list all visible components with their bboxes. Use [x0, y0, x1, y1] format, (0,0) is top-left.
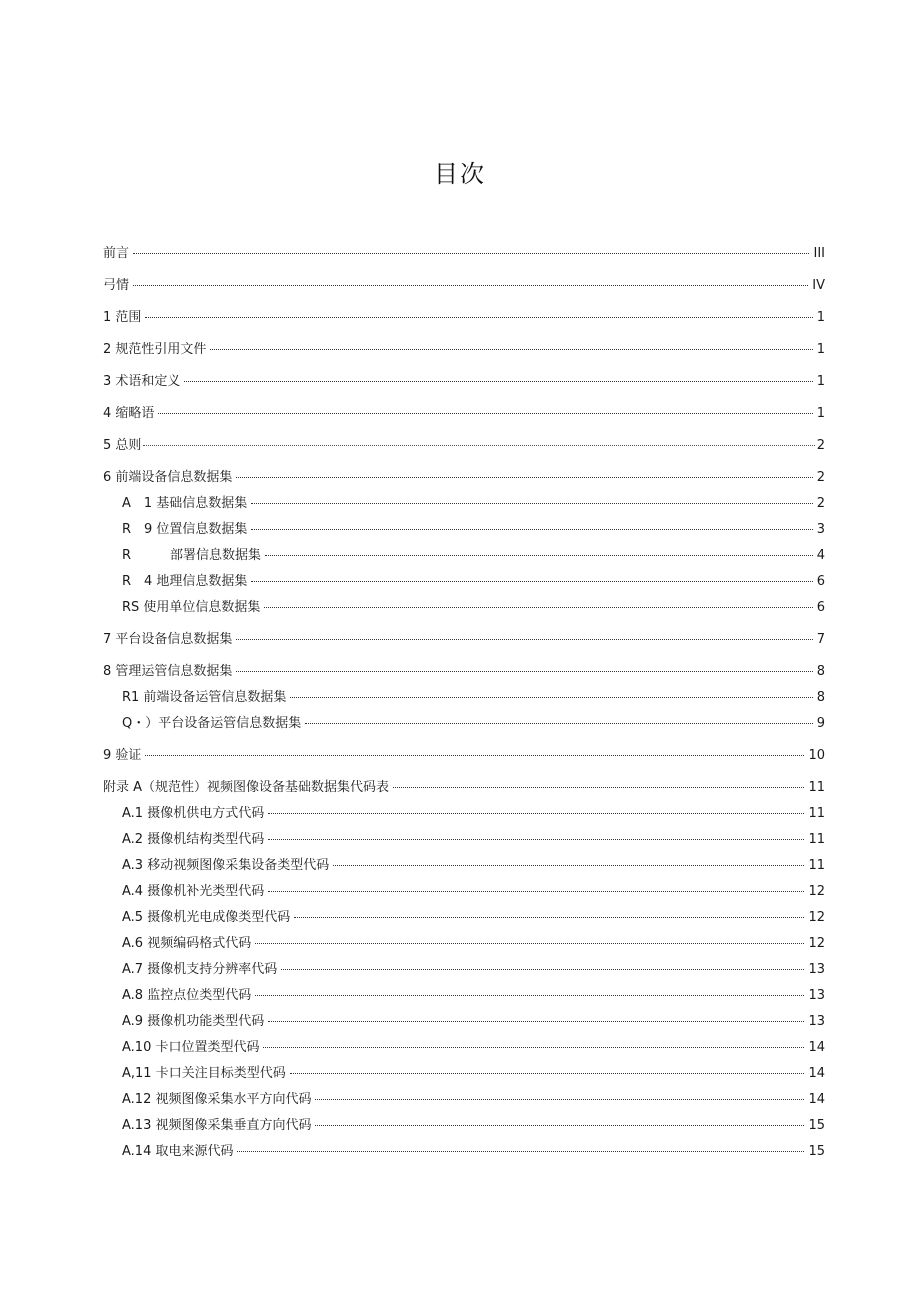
toc-leader-dots [264, 607, 812, 608]
toc-entry-page: 15 [808, 1118, 825, 1133]
toc-entry-page: 14 [808, 1040, 825, 1055]
toc-entry-label: A.14 取电来源代码 [122, 1144, 234, 1159]
toc-entry-page: 14 [808, 1092, 825, 1107]
toc-entry-page: 10 [808, 748, 825, 763]
toc-entry-label: A 1 基础信息数据集 [122, 496, 248, 511]
toc-entry-page: 11 [808, 858, 825, 873]
toc-entry-page: III [813, 246, 825, 261]
toc-leader-dots [255, 995, 804, 996]
toc-entry-deployment-info[interactable] [122, 547, 825, 565]
toc-entry-label: A.7 摄像机支持分辨率代码 [122, 962, 278, 977]
toc-entry-page: 12 [808, 884, 825, 899]
toc-entry-page: 4 [816, 548, 825, 563]
toc-entry-a3[interactable] [122, 857, 825, 875]
toc-entry-label: A.13 视频图像采集垂直方向代码 [122, 1118, 312, 1133]
toc-leader-dots [251, 503, 812, 504]
toc-entry-appendix-a[interactable] [103, 779, 825, 797]
toc-leader-dots [281, 969, 804, 970]
toc-entry-user-unit-info[interactable] [122, 599, 825, 617]
toc-entry-a7[interactable] [122, 961, 825, 979]
toc-entry-front-end-ops[interactable] [122, 689, 825, 707]
toc-entry-page: 8 [816, 690, 825, 705]
toc-entry-page: 2 [816, 438, 825, 453]
toc-leader-dots [290, 697, 812, 698]
toc-entry-label: A.10 卡口位置类型代码 [122, 1040, 260, 1055]
toc-entry-label: 6 前端设备信息数据集 [103, 470, 233, 485]
toc-leader-dots [133, 253, 809, 254]
toc-entry-management-dataset[interactable] [103, 663, 825, 681]
toc-entry-page: 11 [808, 806, 825, 821]
toc-entry-page: 1 [816, 374, 825, 389]
toc-entry-verification[interactable] [103, 747, 825, 765]
toc-entry-label: 1 范围 [103, 310, 142, 325]
toc-entry-label: A.1 摄像机供电方式代码 [122, 806, 265, 821]
toc-entry-a4[interactable] [122, 883, 825, 901]
toc-entry-page: 8 [816, 664, 825, 679]
toc-leader-dots [143, 445, 814, 446]
toc-entry-label: Q・）平台设备运管信息数据集 [122, 716, 302, 731]
toc-leader-dots [290, 1073, 805, 1074]
toc-entry-platform-ops[interactable] [122, 715, 825, 733]
toc-leader-dots [251, 529, 812, 530]
toc-entry-page: 6 [816, 574, 825, 589]
toc-entry-location-info[interactable] [122, 521, 825, 539]
toc-leader-dots [333, 865, 804, 866]
toc-entry-label: 附录 A（规范性）视频图像设备基础数据集代码表 [103, 780, 390, 795]
toc-leader-dots [265, 555, 813, 556]
toc-leader-dots [268, 1021, 804, 1022]
toc-leader-dots [145, 755, 804, 756]
toc-leader-dots [158, 413, 812, 414]
toc-entry-label: A,11 卡口关注目标类型代码 [122, 1066, 286, 1081]
toc-entry-a5[interactable] [122, 909, 825, 927]
toc-leader-dots [251, 581, 812, 582]
toc-entry-label: 弓情 [103, 278, 130, 293]
toc-entry-page: 6 [816, 600, 825, 615]
toc-entry-normative-references[interactable] [103, 341, 825, 359]
toc-leader-dots [393, 787, 804, 788]
toc-entry-label: 5 总则 [103, 438, 142, 453]
toc-leader-dots [236, 671, 812, 672]
toc-entry-label: 2 规范性引用文件 [103, 342, 207, 357]
toc-entry-page: 11 [808, 780, 825, 795]
toc-entry-page: 1 [816, 342, 825, 357]
toc-entry-a10[interactable] [122, 1039, 825, 1057]
toc-entry-platform-dataset[interactable] [103, 631, 825, 649]
toc-entry-page: 12 [808, 936, 825, 951]
toc-entry-page: 9 [816, 716, 825, 731]
toc-entry-page: 13 [808, 1014, 825, 1029]
toc-entry-label: A.6 视频编码格式代码 [122, 936, 252, 951]
toc-entry-terms[interactable] [103, 373, 825, 391]
toc-entry-abbreviations[interactable] [103, 405, 825, 423]
toc-leader-dots [315, 1099, 804, 1100]
toc-entry-a8[interactable] [122, 987, 825, 1005]
toc-entry-label: R 4 地理信息数据集 [122, 574, 248, 589]
toc-entry-foreword[interactable] [103, 245, 825, 263]
toc-entry-label: A.12 视频图像采集水平方向代码 [122, 1092, 312, 1107]
toc-entry-label: R1 前端设备运管信息数据集 [122, 690, 287, 705]
toc-leader-dots [294, 917, 804, 918]
toc-leader-dots [236, 639, 812, 640]
toc-leader-dots [315, 1125, 804, 1126]
toc-entry-label: A.8 监控点位类型代码 [122, 988, 252, 1003]
toc-entry-page: 1 [816, 310, 825, 325]
toc-entry-label: 7 平台设备信息数据集 [103, 632, 233, 647]
toc-leader-dots [263, 1047, 804, 1048]
toc-leader-dots [236, 477, 812, 478]
toc-entry-label: 8 管理运管信息数据集 [103, 664, 233, 679]
toc-entry-label: 9 验证 [103, 748, 142, 763]
toc-entry-page: 3 [816, 522, 825, 537]
toc-leader-dots [255, 943, 804, 944]
toc-entry-label: A.5 摄像机光电成像类型代码 [122, 910, 291, 925]
toc-entry-a2[interactable] [122, 831, 825, 849]
toc-entry-scope[interactable] [103, 309, 825, 327]
toc-entry-basic-info[interactable] [122, 495, 825, 513]
toc-leader-dots [237, 1151, 804, 1152]
toc-entry-label: RS 使用单位信息数据集 [122, 600, 261, 615]
toc-entry-page: 12 [808, 910, 825, 925]
toc-entry-page: 14 [808, 1066, 825, 1081]
toc-entry-label: A.9 摄像机功能类型代码 [122, 1014, 265, 1029]
toc-entry-label: 3 术语和定义 [103, 374, 181, 389]
toc-entry-geo-info[interactable] [122, 573, 825, 591]
toc-entry-label: R 部署信息数据集 [122, 548, 262, 563]
toc-leader-dots [305, 723, 812, 724]
toc-entry-a13[interactable] [122, 1117, 825, 1135]
toc-entry-a12[interactable] [122, 1091, 825, 1109]
toc-leader-dots [268, 813, 804, 814]
toc-entry-label: 前言 [103, 246, 130, 261]
toc-entry-label: A.3 移动视频图像采集设备类型代码 [122, 858, 330, 873]
toc-entry-a14[interactable] [122, 1143, 825, 1161]
toc-leader-dots [184, 381, 812, 382]
toc-entry-a11[interactable] [122, 1065, 825, 1083]
toc-entry-label: 4 缩略语 [103, 406, 155, 421]
toc-entry-page: 11 [808, 832, 825, 847]
toc-entry-label: A.2 摄像机结构类型代码 [122, 832, 265, 847]
toc-entry-label: R 9 位置信息数据集 [122, 522, 248, 537]
toc-entry-front-end-dataset[interactable] [103, 469, 825, 487]
toc-entry-a6[interactable] [122, 935, 825, 953]
toc-entry-page: 13 [808, 988, 825, 1003]
toc-entry-page: 2 [816, 470, 825, 485]
toc-entry-a9[interactable] [122, 1013, 825, 1031]
toc-leader-dots [268, 839, 804, 840]
toc-entry-page: 13 [808, 962, 825, 977]
toc-leader-dots [145, 317, 812, 318]
toc-entry-a1[interactable] [122, 805, 825, 823]
page-title: 目次 [434, 160, 486, 188]
toc-entry-general[interactable] [103, 437, 825, 455]
toc-entry-page: 2 [816, 496, 825, 511]
toc-entry-page: IV [812, 278, 825, 293]
toc-entry-page: 7 [816, 632, 825, 647]
toc-entry-page: 1 [816, 406, 825, 421]
toc-entry-label: A.4 摄像机补光类型代码 [122, 884, 265, 899]
toc-leader-dots [210, 349, 812, 350]
toc-entry-page: 15 [808, 1144, 825, 1159]
toc-entry-introduction[interactable] [103, 277, 825, 295]
toc-leader-dots [133, 285, 808, 286]
toc-leader-dots [268, 891, 804, 892]
